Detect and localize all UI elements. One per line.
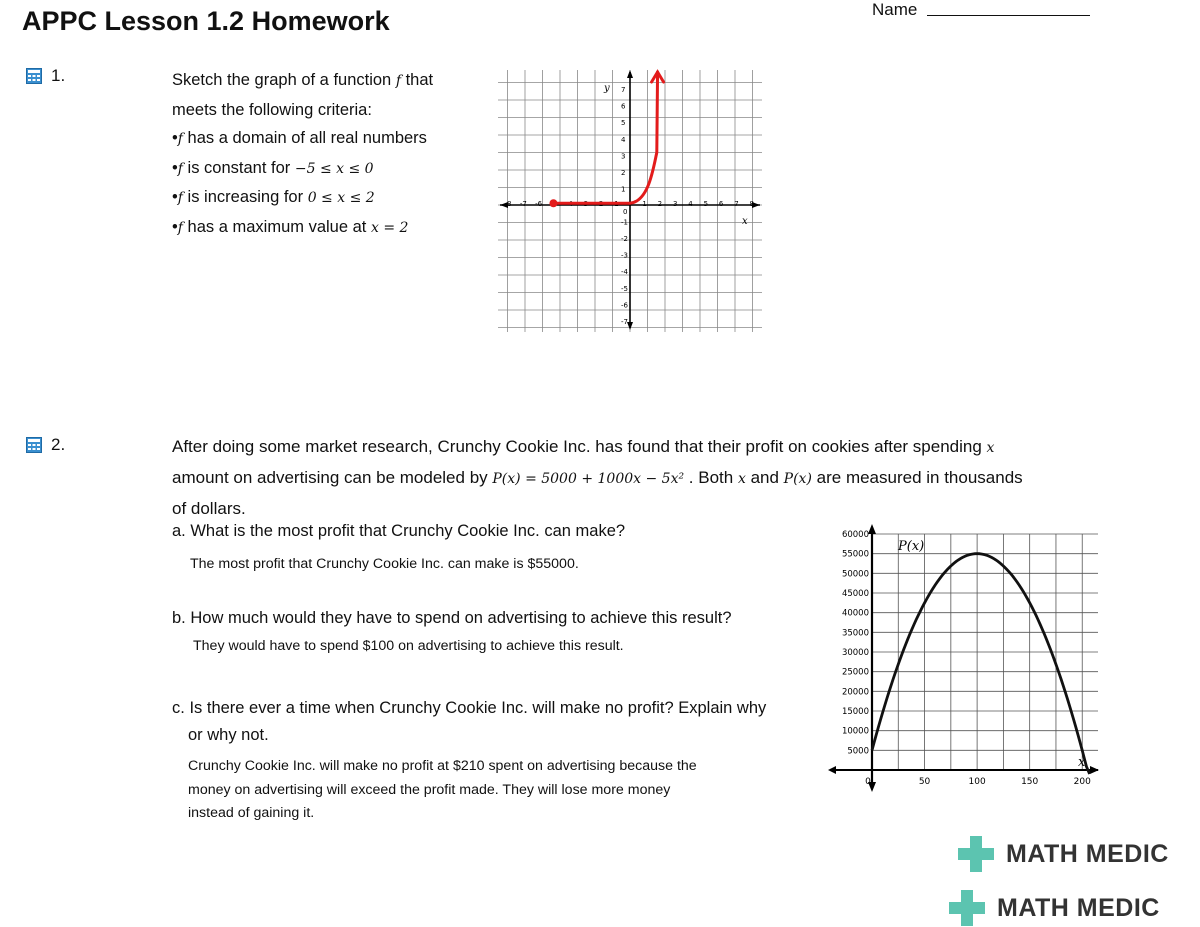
y-tick-label: 40000 [841,608,869,619]
profit-chart [828,522,1100,798]
q1-line: Sketch the graph of a function f that [172,71,434,89]
medical-cross-icon [949,890,985,926]
y-tick-label: 4 [621,135,626,144]
y-tick-label: -4 [621,268,628,277]
page-title: APPC Lesson 1.2 Homework [22,6,390,36]
q2b-question: b. How much would they have to spend on advertising to achieve this result? [172,609,732,627]
x-tick-label: -1 [611,200,619,208]
name-label: Name [872,0,918,19]
x-tick-label: -4 [565,200,573,208]
y-tick-label: -2 [621,235,628,244]
q1-line: meets the following criteria: [172,100,372,119]
y-tick-label: 30000 [841,648,869,658]
y-tick-label: 60000 [841,530,869,540]
q2-prompt: After doing some market research, Crunchy Cookie Inc. has found that their profit on cookies after spending x amount on advertising can be modeled by P(x) = 5000 + 1000x − 5x² . Both x and P(x) are measured in thousands of dollars. [172,437,1023,518]
x-tick-label: 8 [749,200,754,208]
y-tick-label: 25000 [841,667,869,678]
y-tick-label: 7 [621,86,626,95]
chart-gridlines [872,534,1098,770]
x-axis-label: x [742,216,748,227]
y-tick-label: 1 [621,185,626,194]
y-tick-label: 45000 [841,589,869,599]
logo-text: MATH MEDIC [1006,839,1169,868]
q1-coordinate-grid[interactable] [490,60,770,340]
y-tick-label: 3 [621,152,626,161]
medical-cross-icon [958,836,994,872]
q1-criterion: •f is constant for −5 ≤ x ≤ 0 [172,158,374,177]
q1-prompt [172,66,472,242]
logo-text: MATH MEDIC [997,893,1160,922]
x-tick-label: 1 [642,200,647,208]
y-tick-label: 55000 [841,549,869,560]
math-medic-logo [958,836,1169,872]
x-tick-labels [865,777,1091,787]
calculator-icon [26,68,42,84]
question-number: 1. [51,66,66,85]
y-tick-label: 35000 [841,628,869,639]
y-tick-label: 5 [621,119,626,128]
y-tick-label: 5000 [847,746,869,757]
question-number: 2. [51,435,66,454]
y-tick-label: 50000 [841,569,869,580]
y-tick-label: -6 [621,301,628,310]
x-tick-label: 50 [918,777,931,787]
y-axis-arrow [627,70,633,78]
x-tick-label: -2 [596,200,604,208]
x-tick-label: 3 [672,200,678,208]
x-tick-label: 6 [718,200,724,208]
x-tick-label: 2 [657,200,663,208]
y-tick-label: -3 [621,251,628,260]
math-medic-logo [949,890,1160,926]
x-tick-label: 0 [623,208,628,216]
x-tick-label: 200 [1073,777,1091,787]
q1-criterion: •f has a maximum value at x = 2 [172,217,409,236]
x-tick-label: -8 [504,200,512,208]
name-field-line[interactable] [927,15,1090,16]
q2c-question: c. Is there ever a time when Crunchy Cookie Inc. will make no profit? Explain why or why not. [172,699,767,744]
q2a-answer: The most profit that Crunchy Cookie Inc. can make is $55000. [190,556,579,572]
x-tick-label: -6 [535,200,543,208]
profit-curve [872,554,1090,774]
y-tick-label: -1 [621,218,628,227]
x-tick-label: 5 [703,200,709,208]
x-tick-label: 4 [688,200,693,208]
y-tick-label: 10000 [841,726,869,737]
calculator-icon [26,437,42,453]
x-axis-label: x [1078,755,1086,770]
y-tick-label: 2 [621,168,626,177]
q1-criterion: •f has a domain of all real numbers [172,129,427,147]
x-tick-label: -3 [581,200,589,208]
y-tick-label: 20000 [841,687,869,698]
y-tick-label: 6 [621,102,626,111]
x-axis-arrow [828,766,836,774]
x-tick-label: 100 [968,777,986,787]
y-axis-label: P(x) [898,539,925,554]
x-tick-label: 0 [865,777,871,787]
y-tick-label: 15000 [841,707,869,717]
sketch-endpoint [549,199,557,207]
x-tick-label: 7 [734,200,739,208]
x-tick-label: 150 [1021,777,1039,787]
q2c-answer: Crunchy Cookie Inc. will make no profit at $210 spent on advertising because the money on advertising will exceed the profit made. They will lose more money instead of gaining it. [188,758,697,821]
x-tick-label: -7 [519,200,527,208]
y-axis-arrow [868,524,876,534]
y-tick-label: -5 [621,284,628,293]
q2a-question: a. What is the most profit that Crunchy Cookie Inc. can make? [172,522,626,540]
y-axis-label: y [604,83,610,94]
x-axis-arrow [1090,766,1099,774]
q2b-answer: They would have to spend $100 on advertising to achieve this result. [193,638,624,654]
y-tick-label: -7 [621,317,628,326]
y-tick-labels [842,530,869,756]
q1-criterion: •f is increasing for 0 ≤ x ≤ 2 [172,188,375,206]
